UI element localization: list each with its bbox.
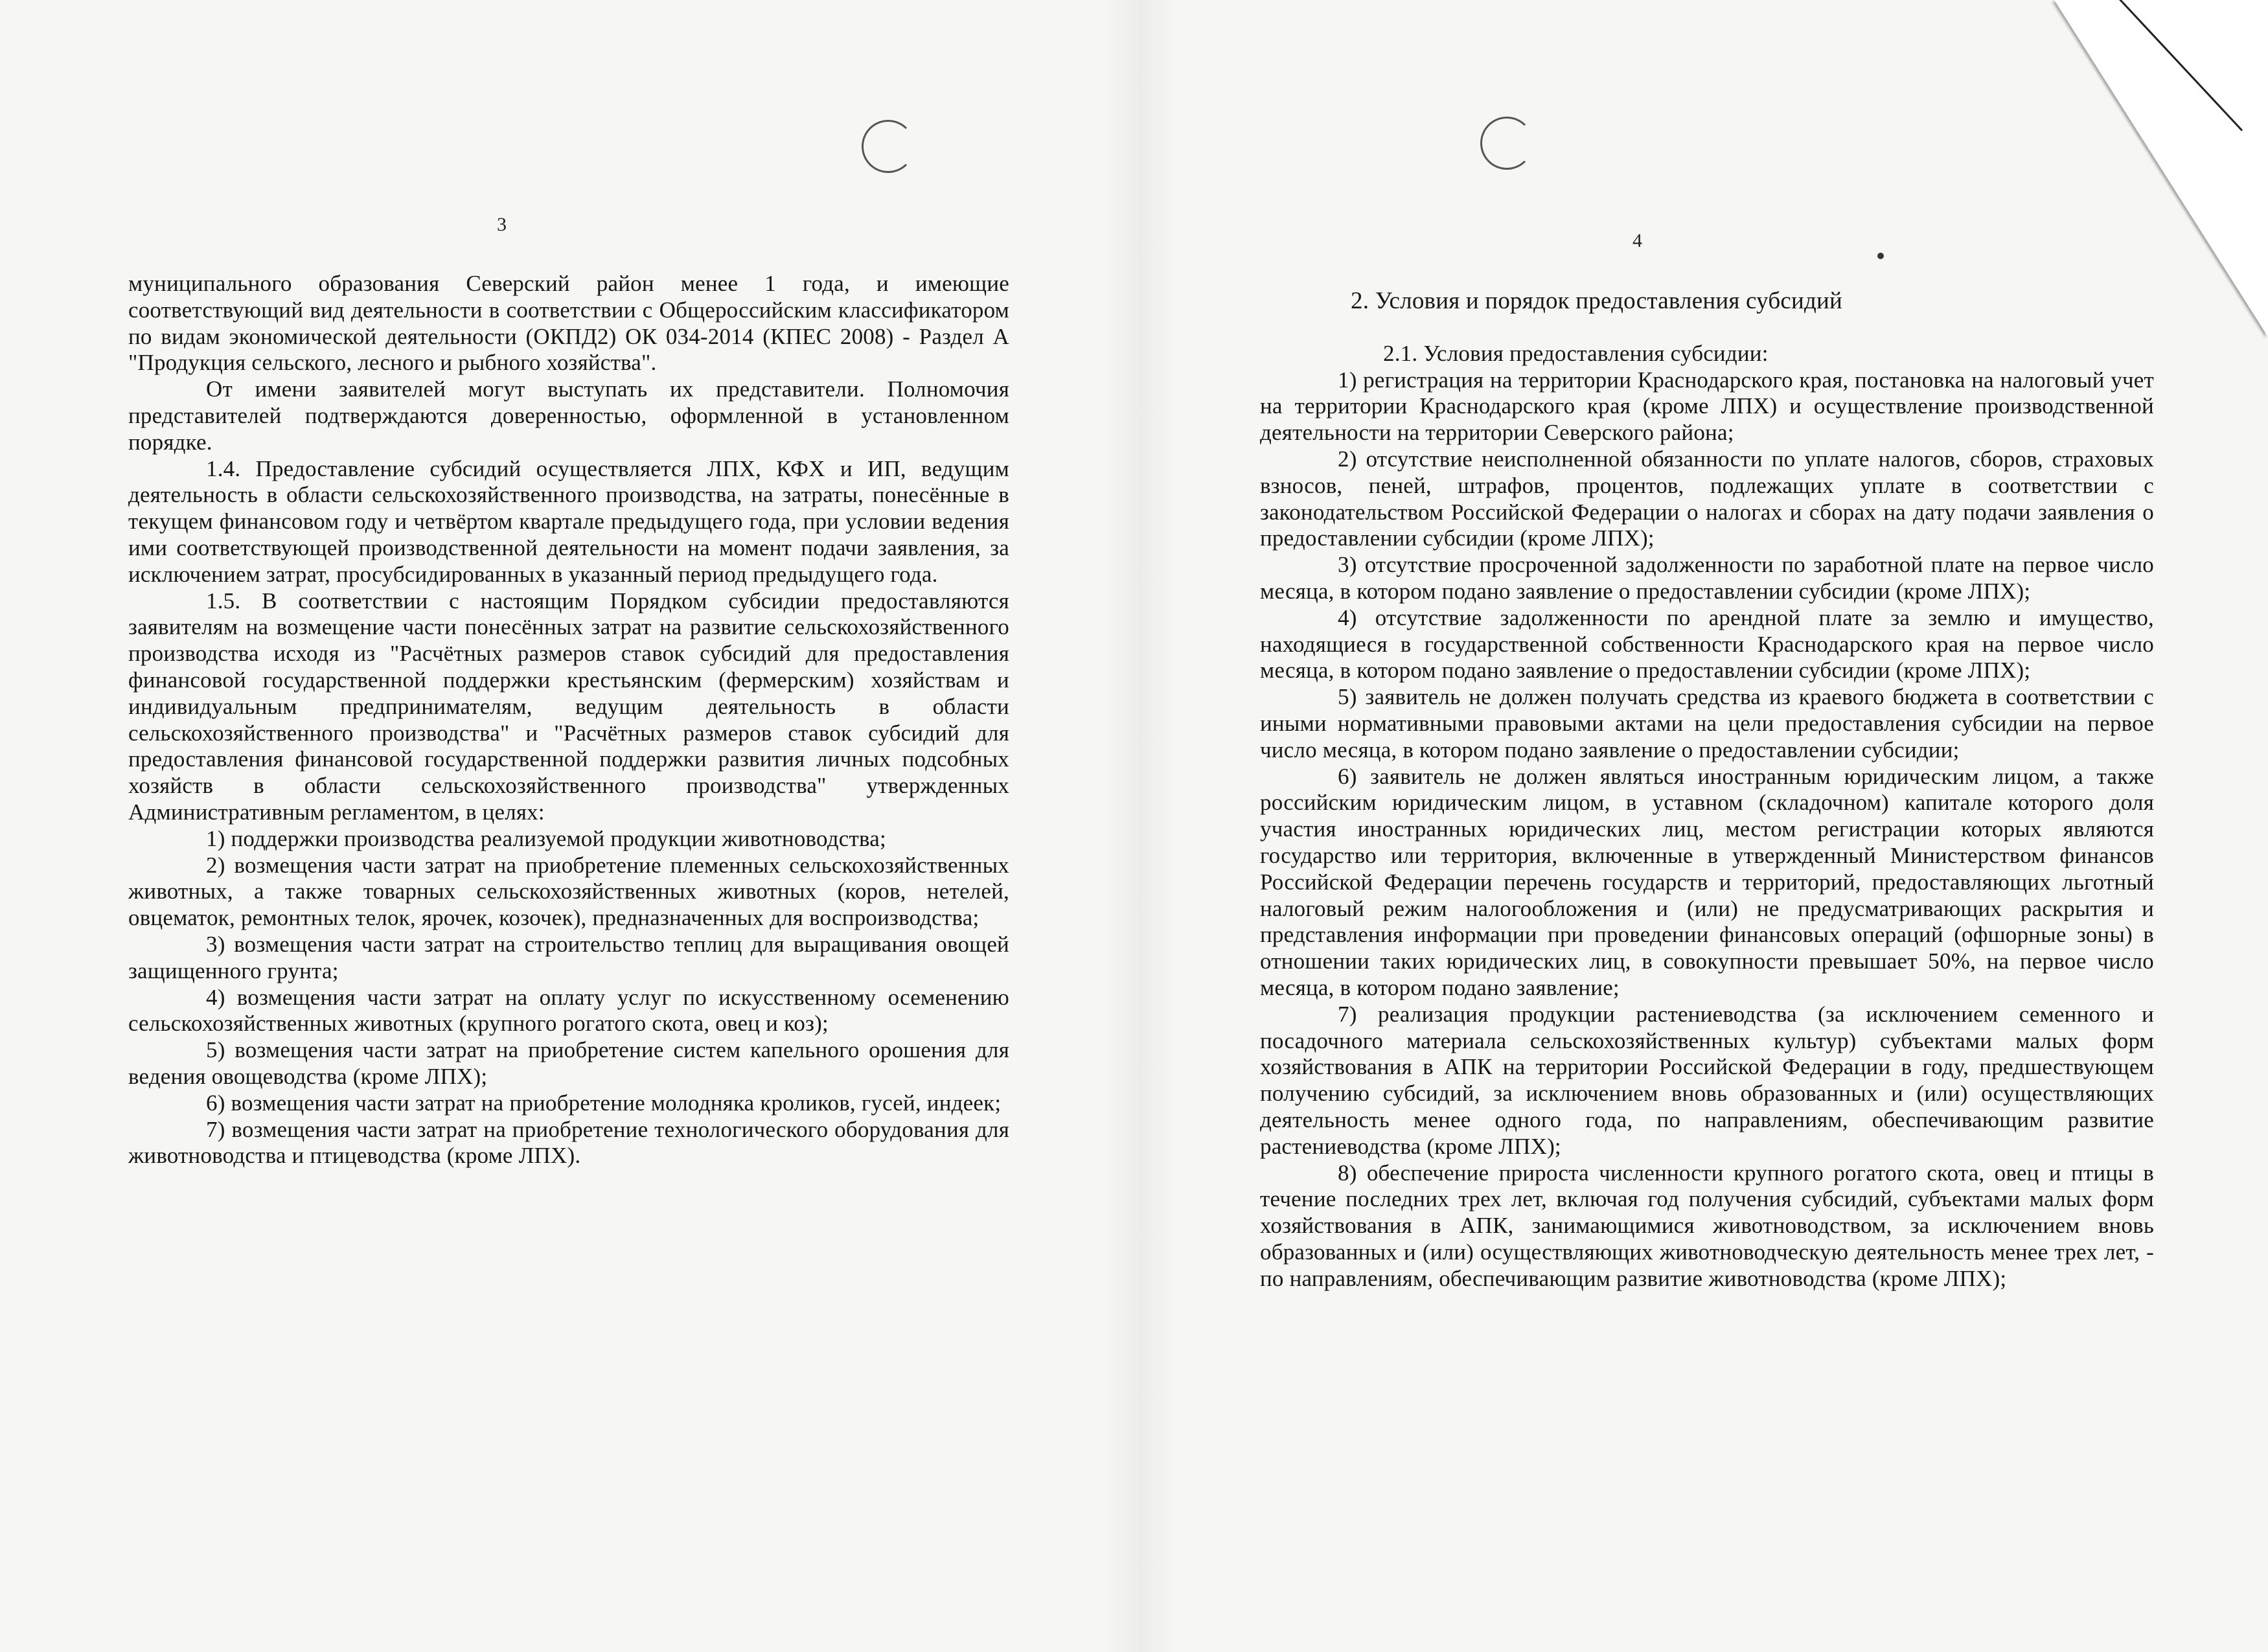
left-list-item: 1) поддержки производства реализуемой продукции животноводства; <box>206 825 886 851</box>
right-list-item: 8) обеспечение прироста численности крупного рогатого скота, овец и птицы в течение последних трех лет, включая год получения субсидий, субъектами малых форм хозяйствования в АПК, занимающимися животноводством, за исключением вновь образованных и (или) осуществляющих животноводческую деятельность менее трех лет, - по направлениям, обеспечивающим развитие животноводства (кроме ЛПХ); <box>1260 1160 2154 1291</box>
left-page-number: 3 <box>497 214 507 235</box>
left-paragraph: муниципального образования Северский район менее 1 года, и имеющие соответствующий вид деятельности в соответствии с Общероссийским классификатором по видам экономической деятельности (ОКПД2) ОК 034-2014 (КПЕС 2008) - Раздел А "Продукция сельского, лесного и рыбного хозяйства". <box>128 271 1009 376</box>
left-paragraph: От имени заявителей могут выступать их представители. Полномочия представителей подтверждаются доверенностью, оформленной в установленном порядке. <box>128 376 1009 455</box>
section-subheading: 2.1. Условия предоставления субсидии: <box>1383 340 1769 366</box>
left-paragraph: 1.4. Предоставление субсидий осуществляется ЛПХ, КФХ и ИП, ведущим деятельность в области сельскохозяйственного производства, на затраты, понесённые в текущем финансовом году и четвёртом квартале предыдущего года, при условии ведения ими соответствующей производственной деятельности на момент подачи заявления, за исключением затрат, просубсидированных в указанный период предыдущего года. <box>128 455 1009 587</box>
right-list-item: 3) отсутствие просроченной задолженности по заработной плате на первое число месяца, в котором подано заявление о предоставлении субсидии (кроме ЛПХ); <box>1260 552 2154 604</box>
right-list-item: 7) реализация продукции растениеводства (за исключением семенного и посадочного материала сельскохозяйственных культур) субъектами малых форм хозяйствования в АПК на территории Российской Федерации в году, предшествующем получению субсидий, за исключением вновь образованных и (или) осуществляющих деятельность менее одного года, по направлениям, обеспечивающим развитие растениеводства (кроме ЛПХ); <box>1260 1001 2154 1159</box>
folded-corner <box>2054 0 2268 337</box>
punch-hole-right <box>1480 117 1533 170</box>
left-page-body <box>128 271 1009 1169</box>
right-page-number: 4 <box>1632 230 1642 251</box>
speck <box>1877 253 1884 259</box>
left-list-item: 2) возмещения части затрат на приобретение племенных сельскохозяйственных животных, а также товарных сельскохозяйственных животных (коров, нетелей, овцематок, ремонтных телок, ярочек, козочек), предназначенных для воспроизводства; <box>128 852 1009 931</box>
center-fold-shade <box>1101 0 1179 1652</box>
punch-hole-left <box>862 120 915 173</box>
left-list-item: 6) возмещения части затрат на приобретение молодняка кроликов, гусей, индеек; <box>206 1090 1002 1116</box>
right-list-item: 4) отсутствие задолженности по арендной плате за землю и имущество, находящиеся в государственной собственности Краснодарского края на первое число месяца, в котором подано заявление о предоставлении субсидии (кроме ЛПХ); <box>1260 604 2154 683</box>
left-list-item: 3) возмещения части затрат на строительство теплиц для выращивания овощей защищенного грунта; <box>128 931 1009 983</box>
right-list-item: 1) регистрация на территории Краснодарского края, постановка на налоговый учет на территории Краснодарского края (кроме ЛПХ) и осуществление производственной деятельности на территории Северского района; <box>1260 367 2154 446</box>
section-heading: 2. Условия и порядок предоставления субсидий <box>1351 288 1843 314</box>
left-list-item: 4) возмещения части затрат на оплату услуг по искусственному осеменению сельскохозяйственных животных (крупного рогатого скота, овец и коз); <box>128 984 1009 1037</box>
right-page-body <box>1260 288 2154 1292</box>
right-list-item: 2) отсутствие неисполненной обязанности по уплате налогов, сборов, страховых взносов, пеней, штрафов, процентов, подлежащих уплате в соответствии с законодательством Российской Федерации о налогах и сборах на дату подачи заявления о предоставлении субсидии (кроме ЛПХ); <box>1260 446 2154 551</box>
left-list-item: 7) возмещения части затрат на приобретение технологического оборудования для животноводства и птицеводства (кроме ЛПХ). <box>128 1116 1009 1169</box>
left-paragraph: 1.5. В соответствии с настоящим Порядком субсидии предоставляются заявителям на возмещение части понесённых затрат на развитие сельскохозяйственного производства исходя из "Расчётных размеров ставок субсидий для предоставления финансовой государственной поддержки крестьянским (фермерским) хозяйствам и индивидуальным предпринимателям, ведущим деятельность в области сельскохозяйственного производства" и "Расчётных размеров ставок субсидий для предоставления финансовой государственной поддержки развития личных подсобных хозяйств в области сельскохозяйственного производства" утвержденных Административным регламентом, в целях: <box>128 588 1009 825</box>
right-list-item: 6) заявитель не должен являться иностранным юридическим лицом, а также российским юридическим лицом, в уставном (складочном) капитале которого доля участия иностранных юридических лиц, местом регистрации которых являются государство или территория, включенные в утвержденный Министерством финансов Российской Федерации перечень государств и территорий, предоставляющих льготный налоговый режим налогообложения и (или) не предусматривающих раскрытия и представления информации при проведении финансовых операций (офшорные зоны) в отношении таких юридических лиц, в совокупности превышает 50%, на первое число месяца, в котором подано заявление; <box>1260 763 2154 1000</box>
left-list-item: 5) возмещения части затрат на приобретение систем капельного орошения для ведения овощеводства (кроме ЛПХ); <box>128 1037 1009 1089</box>
right-list-item: 5) заявитель не должен получать средства из краевого бюджета в соответствии с иными нормативными правовыми актами на цели предоставления субсидии на первое число месяца, в котором подано заявление о предоставлении субсидии; <box>1260 684 2154 763</box>
